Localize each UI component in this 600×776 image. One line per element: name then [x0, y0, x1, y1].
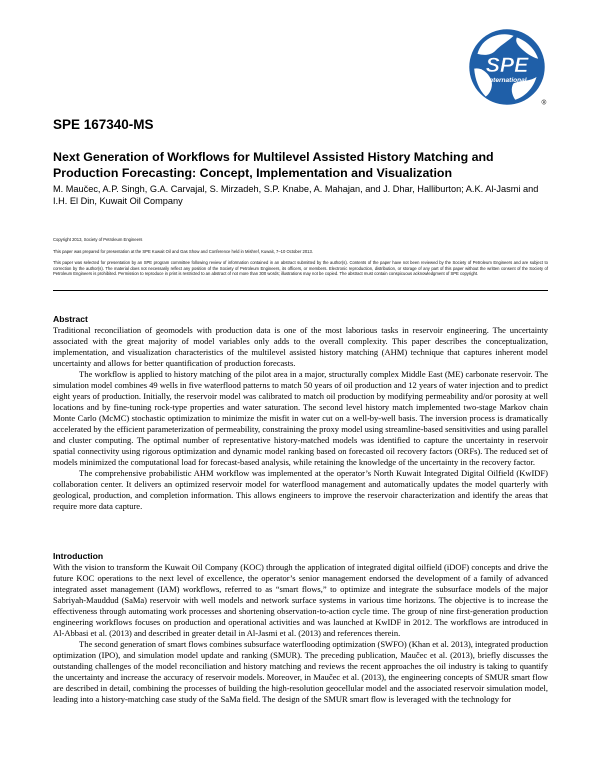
introduction-body	[53, 562, 548, 705]
abstract-paragraph: Traditional reconciliation of geomodels with production data is one of the most laborious tasks in reservoir engineering. The uncertainty associated with the great majority of model variables only adds to the overall complexity. This paper describes the conceptualization, implementation, and visualization characteristics of the multilevel assisted history matching (AHM) technique that captures inherent model uncertainty and allows for better quantification of production forecasts.	[53, 325, 548, 368]
introduction-paragraph: With the vision to transform the Kuwait Oil Company (KOC) through the application of integrated digital oilfield (iDOF) concepts and drive the future KOC operations to the next level of excellence, the operator’s senior management endorsed the development of a family of advanced integrated asset management (IAM) workflows, referred to as “smart flows,” to optimize and integrate the subsurface models of the major Sabriyah-Mauddud (SaMa) reservoir with well models and network surface systems in various time horizons. The objective is to increase the effectiveness through automating work processes and shortening observation-to-action cycle time. The group of nine first-generation production engineering workflows focuses on production and operational activities and was launched at KwIDF in 2012. The workflows are introduced in Al-Abbasi et al. (2013) and described in greater detail in Al-Jasmi et al. (2013) and references therein.	[53, 562, 548, 638]
introduction-paragraph: The second generation of smart flows combines subsurface waterflooding optimization (SWFO) (Khan et al. 2013), integrated production optimization (IPO), and simulation model update and ranking (SMUR). The preceding publication, Maučec et al. (2013), briefly discusses the outstanding challenges of the model reconciliation and history matching and reviews the recent approaches the oil industry is taking to quantify the uncertainty and increase the accuracy of reservoir models. Moreover, in Maučec et al. (2013), the engineering concepts of SMUR smart flow are described in detail, combining the processes of building the high-resolution geocellular model and the associated reservoir simulation model, leading into a history-matching case study of the SaMa field. The design of the SMUR smart flow is leveraged with the technology for	[53, 639, 548, 704]
abstract-paragraph: The comprehensive probabilistic AHM workflow was implemented at the operator’s North Kuwait Integrated Digital Oilfield (KwIDF) collaboration center. It delivers an optimized reservoir model for waterflood management and automatically updates the model quarterly with geological, production, and completion information. This allows engineers to improve the reservoir characterization and identify the areas that require more data capture.	[53, 468, 548, 511]
introduction-heading: Introduction	[53, 551, 104, 561]
abstract-paragraph: The workflow is applied to history matching of the pilot area in a major, structurally complex Middle East (ME) carbonate reservoir. The simulation model combines 49 wells in five waterflood patterns to match 50 years of oil production and 12 years of water injection and to predict eight years of production. Initially, the reservoir model was calibrated to match oil production by modifying permeability and/or porosity at well locations and by fine-tuning rock-type properties and water saturation. The second level history match implemented two-stage Markov chain Monte Carlo (McMC) stochastic optimization to minimize the misfit in water cut on a well-by-well basis. The inversion process is dramatically accelerated by the efficient parameterization of permeability, constraining the proxy model using streamline-based sensitivities and using parallel and cluster computing. The optimal number of representative history-matched models was identified to capture the uncertainty in reservoir spatial connectivity using rigorous optimization and dynamic model ranking based on forecasted oil recovery factors (ORFs). The reduced set of models minimized the computational load for forecast-based analysis, while retaining the knowledge of the uncertainty in the recovery factor.	[53, 369, 548, 467]
paper-title: Next Generation of Workflows for Multilevel Assisted History Matching and Production Forecasting: Concept, Implementation and Visualization	[53, 150, 494, 180]
header-divider	[53, 290, 548, 291]
spe-globe-logo-icon	[466, 26, 548, 108]
author-list: M. Maučec, A.P. Singh, G.A. Carvajal, S. Mirzadeh, S.P. Knabe, A. Mahajan, and J. Dhar, Halliburton; A.K. Al-Jasmi and I.H. El Din, Kuwait Oil Company	[53, 184, 539, 206]
logo-registered: ®	[541, 99, 547, 107]
abstract-heading: Abstract	[53, 314, 88, 324]
abstract-body	[53, 325, 548, 512]
logo-brand: SPE	[485, 52, 529, 77]
paper-id: SPE 167340-MS	[53, 117, 154, 132]
review-notice: This paper was selected for presentation by an SPE program committee following review of information contained in an abstract submitted by the author(s). Contents of the paper have not been reviewed by the Society of Petroleum Engineers and are subject to correction by the author(s). The material does not necessarily reflect any position of the Society of Petroleum Engineers, its officers, or members. Electronic reproduction, distribution, or storage of any part of this paper without the written consent of the Society of Petroleum Engineers is prohibited. Permission to reproduce in print is restricted to an abstract of not more than 300 words; illustrations may not be copied. The abstract must contain conspicuous acknowledgment of SPE copyright.	[53, 260, 548, 277]
copyright-notice: Copyright 2013, Society of Petroleum Engineers	[53, 237, 143, 242]
logo-subtitle: International	[487, 76, 527, 84]
presentation-notice: This paper was prepared for presentation at the SPE Kuwait Oil and Gas Show and Conference held in Mishref, Kuwait, 7–10 October 2013.	[53, 249, 314, 254]
